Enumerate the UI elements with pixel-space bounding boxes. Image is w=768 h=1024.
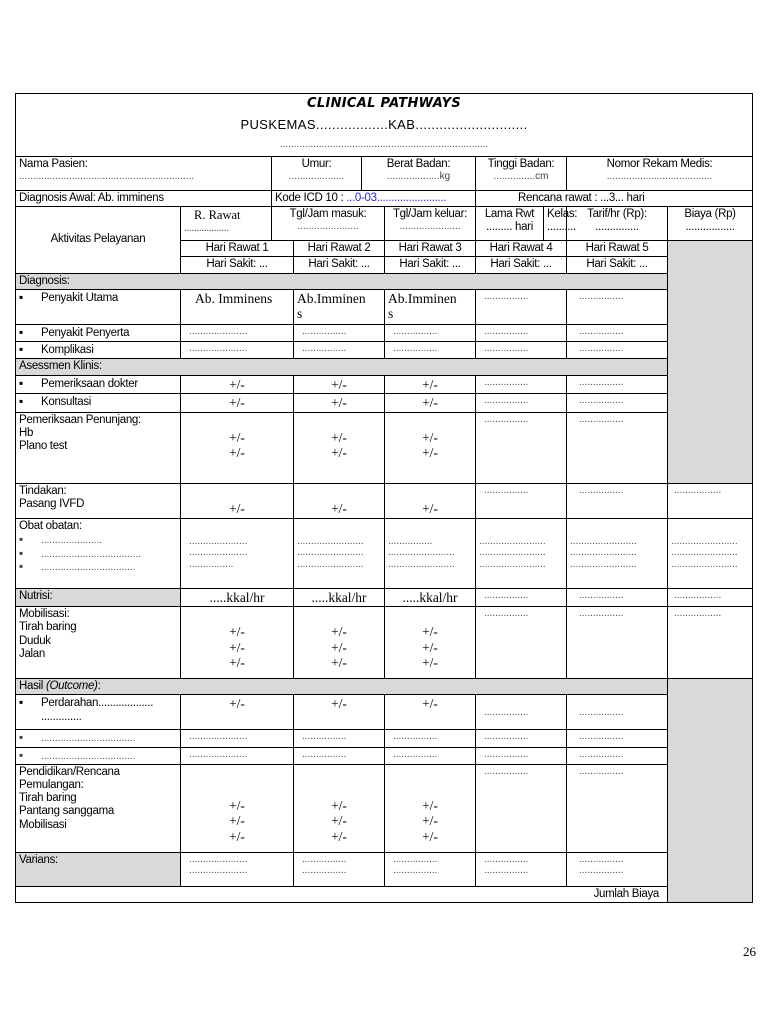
cost-cell[interactable]: [668, 207, 753, 241]
plus-minus-field[interactable]: +/-: [294, 695, 385, 730]
planned-stay: Rencana rawat : ...3... hari: [476, 191, 753, 207]
total-cost-label: Jumlah Biaya: [16, 886, 668, 902]
class-cell[interactable]: [544, 207, 578, 241]
obat-day3[interactable]: [385, 518, 476, 588]
dotted-field[interactable]: ................: [189, 558, 234, 570]
admit-datetime-field[interactable]: ......................: [297, 221, 359, 233]
dotted-field[interactable]: ................: [484, 853, 529, 865]
dotted-field[interactable]: ................: [476, 747, 567, 764]
dotted-field[interactable]: ................: [476, 695, 567, 730]
form-header: [16, 94, 753, 157]
penunjang-day2[interactable]: [294, 412, 385, 483]
dotted-field[interactable]: ................: [567, 747, 668, 764]
age-label: Umur:: [301, 158, 332, 170]
plus-minus-field[interactable]: +/-: [229, 639, 245, 655]
plus-minus-field[interactable]: +/-: [331, 429, 347, 445]
dotted-field[interactable]: ................: [302, 865, 347, 877]
height-cell[interactable]: [476, 157, 567, 191]
admit-datetime-label: Tgl/Jam masuk:: [289, 208, 367, 221]
diagnosis-value: Ab.Imminen: [297, 290, 366, 306]
kkal-field[interactable]: .....kkal/hr: [181, 588, 294, 607]
penyakit-utama-day2[interactable]: [294, 289, 385, 324]
plus-minus-field[interactable]: +/-: [331, 639, 347, 655]
mobilisasi-text: Mobilisasi:: [19, 608, 70, 621]
aktivitas-pelayanan-header: Aktivitas Pelayanan: [16, 207, 181, 273]
diagnosis-value-wrap: s: [388, 306, 394, 322]
varians-day3[interactable]: [385, 852, 476, 886]
hasil-colon: :: [97, 680, 101, 693]
mobilisasi-day1[interactable]: [181, 607, 294, 679]
diagnosis-value: Ab.Imminen: [388, 290, 457, 306]
penyakit-utama-label: [16, 289, 181, 324]
kkal-field[interactable]: .....kkal/hr: [294, 588, 385, 607]
dotted-field[interactable]: ................: [567, 375, 668, 394]
obat-item[interactable]: ▪ ....................................: [19, 547, 177, 561]
icd-code-cell[interactable]: [272, 191, 476, 207]
cost-field[interactable]: .................: [685, 221, 735, 234]
tariff-cell[interactable]: [567, 207, 668, 241]
dotted-field[interactable]: ................: [476, 764, 567, 852]
age-field[interactable]: ....................: [288, 171, 345, 183]
dotted-field[interactable]: ........................: [570, 547, 637, 559]
plus-minus-field[interactable]: +/-: [181, 483, 294, 518]
length-of-stay-cell[interactable]: [476, 207, 544, 241]
obat-day2[interactable]: [294, 518, 385, 588]
patient-name-label: Nama Pasien:: [19, 158, 88, 170]
medical-record-label: Nomor Rekam Medis:: [606, 158, 713, 170]
nutrisi-label: Nutrisi:: [16, 588, 181, 607]
penunjang-day3[interactable]: [385, 412, 476, 483]
dotted-field[interactable]: ........................: [671, 558, 738, 570]
plus-minus-field[interactable]: +/-: [229, 813, 245, 829]
dotted-field[interactable]: .....................: [181, 747, 294, 764]
tariff-label: Tarif/hr (Rp):: [587, 208, 647, 221]
cost-dotted-field[interactable]: .................: [668, 588, 753, 607]
plus-minus-field[interactable]: +/-: [181, 394, 294, 413]
patient-name-field[interactable]: ...............................................................: [19, 171, 195, 183]
dotted-field[interactable]: ................: [476, 342, 567, 359]
form-title: CLINICAL PATHWAYS: [307, 96, 462, 111]
plano-test-text: Plano test: [19, 440, 68, 452]
plus-minus-field[interactable]: +/-: [229, 445, 245, 461]
clinical-pathway-form: [15, 93, 753, 903]
dotted-field[interactable]: ................: [388, 535, 433, 547]
dotted-field[interactable]: ........................: [388, 547, 455, 559]
day-header: Hari Rawat 4: [476, 241, 567, 257]
dotted-field[interactable]: ................: [476, 588, 567, 607]
dotted-field[interactable]: ........................: [479, 558, 546, 570]
penyakit-utama-day1[interactable]: Ab. Imminens: [181, 289, 294, 324]
discharge-datetime-field[interactable]: ......................: [399, 221, 461, 233]
sick-day-field[interactable]: Hari Sakit: ...: [567, 257, 668, 273]
shaded-cell: [668, 241, 753, 483]
dotted-field[interactable]: ................: [294, 747, 385, 764]
pendidikan-day2[interactable]: [294, 764, 385, 852]
mobilisasi-text: Mobilisasi: [19, 818, 67, 831]
medical-record-field[interactable]: ......................................: [606, 171, 713, 183]
plus-minus-field[interactable]: +/-: [331, 445, 347, 461]
length-of-stay-label: Lama Rwt: [484, 208, 535, 221]
plus-minus-field[interactable]: +/-: [385, 394, 476, 413]
duduk-text: Duduk: [19, 634, 51, 647]
komplikasi-text: ▪ Komplikasi: [19, 344, 94, 356]
jalan-text: Jalan: [19, 647, 45, 660]
patient-name-cell[interactable]: [16, 157, 272, 191]
dotted-field[interactable]: ................: [567, 324, 668, 341]
obat-day4[interactable]: [476, 518, 567, 588]
hasil-item-dots[interactable]: ▪ ..................................: [19, 751, 135, 762]
dotted-field[interactable]: ........................: [297, 558, 364, 570]
varians-label: Varians:: [16, 852, 181, 886]
dotted-field[interactable]: ........................: [671, 535, 738, 547]
plus-minus-field[interactable]: +/-: [331, 655, 347, 671]
dotted-field[interactable]: ........................: [570, 558, 637, 570]
hasil-item[interactable]: [16, 730, 181, 747]
plus-minus-field[interactable]: +/-: [422, 828, 438, 844]
weight-cell[interactable]: [362, 157, 476, 191]
dotted-field[interactable]: ................: [484, 865, 529, 877]
length-of-stay-field[interactable]: ......... hari: [486, 221, 533, 234]
dotted-field[interactable]: ................: [567, 588, 668, 607]
height-field[interactable]: ...............cm: [493, 171, 549, 183]
dotted-field[interactable]: ........................: [297, 547, 364, 559]
dotted-field[interactable]: ................: [476, 394, 567, 413]
hb-text: Hb: [19, 426, 34, 439]
mobilisasi-day2[interactable]: [294, 607, 385, 679]
plus-minus-field[interactable]: +/-: [331, 828, 347, 844]
tindakan-label: [16, 483, 181, 518]
tindakan-text: Tindakan:: [19, 484, 67, 497]
dotted-field[interactable]: ................: [476, 412, 567, 483]
penyakit-penyerta-text: ▪ Penyakit Penyerta: [19, 327, 129, 339]
dotted-field[interactable]: ................: [294, 342, 385, 359]
pemeriksaan-dokter-label: [16, 375, 181, 394]
pendidikan-text: Pendidikan/Rencana: [19, 765, 120, 778]
dotted-field[interactable]: ................: [385, 342, 476, 359]
dotted-field[interactable]: ................: [567, 342, 668, 359]
dotted-field[interactable]: ................: [567, 412, 668, 483]
medical-record-cell[interactable]: [567, 157, 753, 191]
hasil-text: Hasil: [19, 680, 46, 693]
cost-dotted-field[interactable]: .................: [668, 483, 753, 518]
dotted-field[interactable]: ................: [567, 394, 668, 413]
class-label: Kelas:: [547, 208, 578, 221]
hasil-item-dots[interactable]: ▪ ..................................: [19, 733, 135, 744]
tirah-baring-text: Tirah baring: [19, 621, 77, 634]
hasil-section: [16, 679, 668, 695]
dotted-field[interactable]: ................: [476, 375, 567, 394]
dotted-field[interactable]: ........................: [570, 535, 637, 547]
day-header: Hari Rawat 2: [294, 241, 385, 257]
plus-minus-field[interactable]: +/-: [294, 375, 385, 394]
dotted-field[interactable]: ................: [567, 764, 668, 852]
kkal-field[interactable]: .....kkal/hr: [385, 588, 476, 607]
mobilisasi-label: [16, 607, 181, 679]
hasil-item[interactable]: [16, 747, 181, 764]
dotted-field[interactable]: ................: [476, 324, 567, 341]
pendidikan-day3[interactable]: [385, 764, 476, 852]
pemulangan-text: Pemulangan:: [19, 778, 84, 791]
dotted-field[interactable]: ........................: [479, 535, 546, 547]
varians-day1[interactable]: [181, 852, 294, 886]
plus-minus-field[interactable]: +/-: [294, 394, 385, 413]
obat-day5[interactable]: [567, 518, 668, 588]
dotted-field[interactable]: ................: [476, 730, 567, 747]
dotted-field[interactable]: ................: [294, 324, 385, 341]
plus-minus-field[interactable]: +/-: [229, 655, 245, 671]
hasil-outcome-text: (Outcome): [45, 680, 98, 693]
icd-code-label: Kode ICD 10 :: [275, 192, 347, 204]
dotted-field[interactable]: ........................: [479, 547, 546, 559]
dotted-field[interactable]: ................: [393, 853, 438, 865]
penyakit-utama-day3[interactable]: [385, 289, 476, 324]
obat-text: Obat obatan:: [19, 519, 82, 532]
asesmen-section: Asessmen Klinis:: [16, 359, 668, 375]
penunjang-text: Pemeriksaan Penunjang:: [19, 413, 141, 426]
konsultasi-text: ▪ Konsultasi: [19, 396, 91, 408]
perdarahan-text: ▪ Perdarahan...................: [19, 696, 177, 710]
mobilisasi-day3[interactable]: [385, 607, 476, 679]
r-rawat-cell[interactable]: [181, 207, 272, 241]
penyakit-utama-day4[interactable]: ................: [476, 289, 567, 324]
varians-day2[interactable]: [294, 852, 385, 886]
plus-minus-field[interactable]: +/-: [422, 429, 438, 445]
discharge-datetime-label: Tgl/Jam keluar:: [392, 208, 468, 221]
konsultasi-label: [16, 394, 181, 413]
dotted-field[interactable]: ................: [476, 607, 567, 679]
day-header: Hari Rawat 3: [385, 241, 476, 257]
dotted-field[interactable]: ................: [567, 695, 668, 730]
perdarahan-label: [16, 695, 181, 730]
shaded-cell: [668, 679, 753, 903]
tariff-field[interactable]: ...............: [595, 221, 639, 234]
dotted-field[interactable]: .....................: [189, 535, 248, 547]
cost-dotted-field[interactable]: .................: [668, 607, 753, 679]
initial-diagnosis: Diagnosis Awal: Ab. imminens: [16, 191, 272, 207]
icd-code-value[interactable]: ...0-03........................: [346, 192, 447, 204]
plus-minus-field[interactable]: +/-: [422, 655, 438, 671]
dotted-field[interactable]: ................: [567, 730, 668, 747]
form-subtitle-dots: ...........................................................................: [279, 138, 489, 150]
plus-minus-field[interactable]: +/-: [331, 813, 347, 829]
plus-minus-field[interactable]: +/-: [229, 828, 245, 844]
penunjang-label: [16, 412, 181, 483]
plus-minus-field[interactable]: +/-: [229, 797, 245, 813]
obat-day1[interactable]: [181, 518, 294, 588]
form-subtitle: PUSKEMAS..................KAB............................: [240, 116, 528, 132]
day-header: Hari Rawat 5: [567, 241, 668, 257]
penyakit-utama-day5[interactable]: ................: [567, 289, 668, 324]
dotted-field[interactable]: ................: [302, 853, 347, 865]
dotted-field[interactable]: ................: [385, 747, 476, 764]
age-cell[interactable]: [272, 157, 362, 191]
dotted-field[interactable]: ................: [393, 865, 438, 877]
obat-cost[interactable]: [668, 518, 753, 588]
tirah-baring-text: Tirah baring: [19, 792, 77, 805]
plus-minus-field[interactable]: +/-: [422, 624, 438, 640]
diagnosis-value-wrap: s: [297, 306, 303, 322]
plus-minus-field[interactable]: +/-: [422, 639, 438, 655]
plus-minus-field[interactable]: +/-: [422, 797, 438, 813]
dotted-field[interactable]: .....................: [181, 730, 294, 747]
dotted-field[interactable]: ........................: [388, 558, 455, 570]
penyakit-penyerta-label: [16, 324, 181, 341]
dotted-field[interactable]: ................: [385, 324, 476, 341]
plus-minus-field[interactable]: +/-: [385, 483, 476, 518]
weight-field[interactable]: ...................kg: [386, 171, 451, 183]
dotted-field[interactable]: ................: [567, 607, 668, 679]
day-header: Hari Rawat 1: [181, 241, 294, 257]
sick-day-field[interactable]: Hari Sakit: ...: [181, 257, 294, 273]
dotted-field[interactable]: ................: [579, 865, 624, 877]
dotted-field[interactable]: ................: [579, 853, 624, 865]
varians-day4[interactable]: [476, 852, 567, 886]
height-label: Tinggi Badan:: [487, 158, 555, 170]
class-field[interactable]: ..........: [547, 221, 576, 234]
dotted-field[interactable]: ................: [567, 483, 668, 518]
varians-day5[interactable]: [567, 852, 668, 886]
plus-minus-field[interactable]: +/-: [385, 375, 476, 394]
dotted-field[interactable]: .....................: [189, 547, 248, 559]
cost-label: Biaya (Rp): [684, 208, 736, 221]
plus-minus-field[interactable]: +/-: [229, 624, 245, 640]
page-number: 26: [743, 944, 756, 959]
pendidikan-label: [16, 764, 181, 852]
plus-minus-field[interactable]: +/-: [331, 797, 347, 813]
pemeriksaan-dokter-text: ▪ Pemeriksaan dokter: [19, 378, 138, 390]
dotted-field[interactable]: ................: [476, 483, 567, 518]
dotted-field[interactable]: .....................: [189, 865, 248, 877]
plus-minus-field[interactable]: +/-: [422, 813, 438, 829]
obat-item[interactable]: ▪ ......................: [19, 533, 177, 547]
obat-label: [16, 518, 181, 588]
dotted-field[interactable]: ........................: [297, 535, 364, 547]
discharge-datetime-cell[interactable]: [385, 207, 476, 241]
plus-minus-field[interactable]: +/-: [385, 695, 476, 730]
dotted-field[interactable]: .....................: [189, 853, 248, 865]
dotted-field[interactable]: ................: [294, 730, 385, 747]
plus-minus-field[interactable]: +/-: [294, 483, 385, 518]
plus-minus-field[interactable]: +/-: [422, 445, 438, 461]
perdarahan-dots[interactable]: ..............: [41, 710, 82, 723]
plus-minus-field[interactable]: +/-: [181, 375, 294, 394]
penyakit-utama-text: ▪ Penyakit Utama: [19, 292, 118, 304]
komplikasi-label: [16, 342, 181, 359]
sick-day-field[interactable]: Hari Sakit: ...: [385, 257, 476, 273]
admit-datetime-cell[interactable]: [272, 207, 385, 241]
pantang-sanggama-text: Pantang sanggama: [19, 805, 114, 818]
plus-minus-field[interactable]: +/-: [331, 624, 347, 640]
plus-minus-field[interactable]: +/-: [181, 695, 294, 730]
sick-day-field[interactable]: Hari Sakit: ...: [294, 257, 385, 273]
pendidikan-day1[interactable]: [181, 764, 294, 852]
r-rawat-label: R. Rawat: [194, 208, 241, 223]
dotted-field[interactable]: ................: [385, 730, 476, 747]
dotted-field[interactable]: .....................: [181, 324, 294, 341]
pasang-ivfd-text: Pasang IVFD: [19, 497, 85, 510]
r-rawat-field[interactable]: ..................: [184, 222, 229, 234]
obat-item[interactable]: ▪ ..................................: [19, 560, 177, 574]
plus-minus-field[interactable]: +/-: [229, 429, 245, 445]
weight-label: Berat Badan:: [386, 158, 451, 170]
dotted-field[interactable]: ........................: [671, 547, 738, 559]
penunjang-day1[interactable]: [181, 412, 294, 483]
sick-day-field[interactable]: Hari Sakit: ...: [476, 257, 567, 273]
diagnosis-section: Diagnosis:: [16, 273, 668, 289]
dotted-field[interactable]: .....................: [181, 342, 294, 359]
